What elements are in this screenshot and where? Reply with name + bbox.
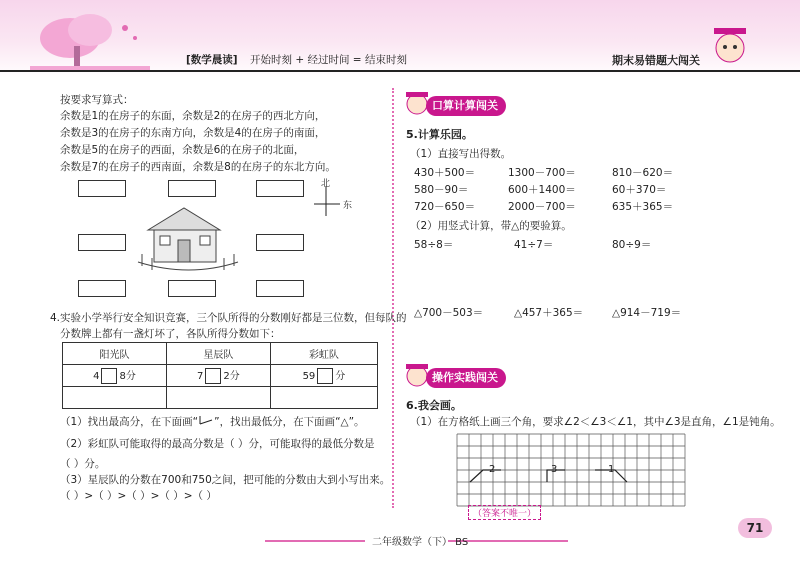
q4-sub1-text-a: （1）找出最高分，在下面画“ bbox=[60, 416, 199, 428]
section-badge-mental-math: 口算计算闯关 bbox=[426, 96, 506, 116]
header-formula: 开始时刻 + 经过时间 = 结束时刻 bbox=[250, 54, 407, 66]
calc-item: 810－620＝ bbox=[612, 167, 674, 179]
broken-digit-box[interactable] bbox=[101, 368, 117, 384]
page-number: 71 bbox=[738, 518, 772, 538]
calc-item: 600＋1400＝ bbox=[508, 184, 576, 196]
angle-label-1: 1 bbox=[608, 464, 615, 475]
score-table bbox=[62, 342, 378, 409]
verify-item: △914－719＝ bbox=[612, 307, 682, 319]
q5-sub1: （1）直接写出得数。 bbox=[410, 148, 512, 160]
rule-line-3: 余数是5的在房子的西面，余数是6的在房子的北面， bbox=[60, 144, 305, 156]
header-rule bbox=[0, 70, 800, 72]
broken-digit-box[interactable] bbox=[205, 368, 221, 384]
calc-item: 430＋500＝ bbox=[414, 167, 476, 179]
footer-text: 二年级数学（下） BS bbox=[372, 537, 469, 548]
header-title: 期末易错题大闯关 bbox=[612, 54, 700, 67]
angle-label-3: 3 bbox=[551, 464, 558, 475]
angle-2-drawing bbox=[470, 470, 501, 482]
table-row bbox=[63, 365, 378, 387]
score-prefix: 59 bbox=[302, 371, 316, 382]
q4-text-2: 分数牌上都有一盏灯坏了，各队所得分数如下： bbox=[60, 328, 281, 340]
section-badge-practice: 操作实践闯关 bbox=[426, 368, 506, 388]
broken-digit-box[interactable] bbox=[317, 368, 333, 384]
calc-item: 2000－700＝ bbox=[508, 201, 576, 213]
answer-box-southeast[interactable] bbox=[256, 280, 304, 297]
table-row bbox=[63, 387, 378, 409]
score-suffix: 2分 bbox=[223, 371, 240, 382]
answer-box-northeast[interactable] bbox=[256, 180, 304, 197]
q4-sub2-line-1: （2）彩虹队可能取得的最高分数是（ ）分，可能取得的最低分数是 bbox=[60, 438, 375, 450]
score-prefix: 7 bbox=[197, 371, 204, 382]
score-cell bbox=[270, 365, 377, 387]
answer-box-northwest[interactable] bbox=[78, 180, 126, 197]
answer-box-west[interactable] bbox=[78, 234, 126, 251]
q4-sub1 bbox=[60, 414, 365, 429]
header-left-label: [数学晨读] bbox=[186, 54, 238, 66]
score-suffix: 分 bbox=[335, 371, 346, 382]
compass-east-label: 东 bbox=[343, 201, 353, 211]
q6-title: 6.我会画。 bbox=[406, 399, 462, 412]
answer-cell[interactable] bbox=[166, 387, 270, 409]
division-item: 58÷8＝ bbox=[414, 239, 454, 251]
compass-north-label: 北 bbox=[321, 179, 331, 189]
score-cell bbox=[166, 365, 270, 387]
rule-line-4: 余数是7的在房子的西南面，余数是8的在房子的东北方向。 bbox=[60, 161, 336, 173]
answer-box-southwest[interactable] bbox=[78, 280, 126, 297]
team-name: 彩虹队 bbox=[270, 343, 377, 365]
calc-item: 60＋370＝ bbox=[612, 184, 667, 196]
team-name: 星辰队 bbox=[166, 343, 270, 365]
angle-label-2: 2 bbox=[489, 464, 496, 475]
rule-line-1: 余数是1的在房子的东面，余数是2的在房子的西北方向， bbox=[60, 110, 326, 122]
calc-item: 720－650＝ bbox=[414, 201, 476, 213]
score-prefix: 4 bbox=[93, 371, 100, 382]
q4-text-1: 4.实验小学举行安全知识竞赛，三个队所得的分数刚好都是三位数，但每队的 bbox=[50, 312, 407, 324]
q4-sub1-text-b: ”，找出最低分，在下面画“△”。 bbox=[214, 416, 365, 428]
table-row bbox=[63, 343, 378, 365]
calc-item: 635＋365＝ bbox=[612, 201, 674, 213]
division-item: 80÷9＝ bbox=[612, 239, 652, 251]
verify-item: △457＋365＝ bbox=[514, 307, 584, 319]
house-illustration bbox=[134, 200, 244, 278]
q4-sub2-line-2: （ ）分。 bbox=[60, 458, 106, 470]
calc-item: 580－90＝ bbox=[414, 184, 469, 196]
column-divider bbox=[392, 88, 394, 508]
rule-line-2: 余数是3的在房子的东南方向，余数是4的在房子的南面， bbox=[60, 127, 326, 139]
team-name: 阳光队 bbox=[63, 343, 167, 365]
score-suffix: 8分 bbox=[119, 371, 136, 382]
footer-rule-left bbox=[265, 540, 365, 542]
answer-box-north[interactable] bbox=[168, 180, 216, 197]
answer-box-east[interactable] bbox=[256, 234, 304, 251]
q5-sub2: （2）用竖式计算，带△的要验算。 bbox=[410, 220, 572, 232]
graduate-kid-illustration bbox=[700, 20, 760, 70]
score-cell bbox=[63, 365, 167, 387]
left-intro: 按要求写算式： bbox=[60, 94, 134, 106]
answer-note: （答案不唯一） bbox=[468, 505, 541, 520]
division-item: 41÷7＝ bbox=[514, 239, 554, 251]
answer-cell[interactable] bbox=[63, 387, 167, 409]
tree-scene-illustration bbox=[30, 8, 150, 72]
q6-sub1: （1）在方格纸上画三个角，要求∠2＜∠3＜∠1，其中∠3是直角，∠1是钝角。 bbox=[410, 416, 781, 428]
q4-sub3-answers: （ ）>（ ）>（ ）>（ ）>（ ） bbox=[60, 490, 217, 502]
answer-box-south[interactable] bbox=[168, 280, 216, 297]
flag-mark-icon bbox=[198, 415, 214, 425]
q5-title: 5.计算乐园。 bbox=[406, 128, 473, 141]
verify-item: △700－503＝ bbox=[414, 307, 484, 319]
calc-item: 1300－700＝ bbox=[508, 167, 576, 179]
q4-sub3: （3）星辰队的分数在700和750之间，把可能的分数由大到小写出来。 bbox=[60, 474, 391, 486]
answer-cell[interactable] bbox=[270, 387, 377, 409]
